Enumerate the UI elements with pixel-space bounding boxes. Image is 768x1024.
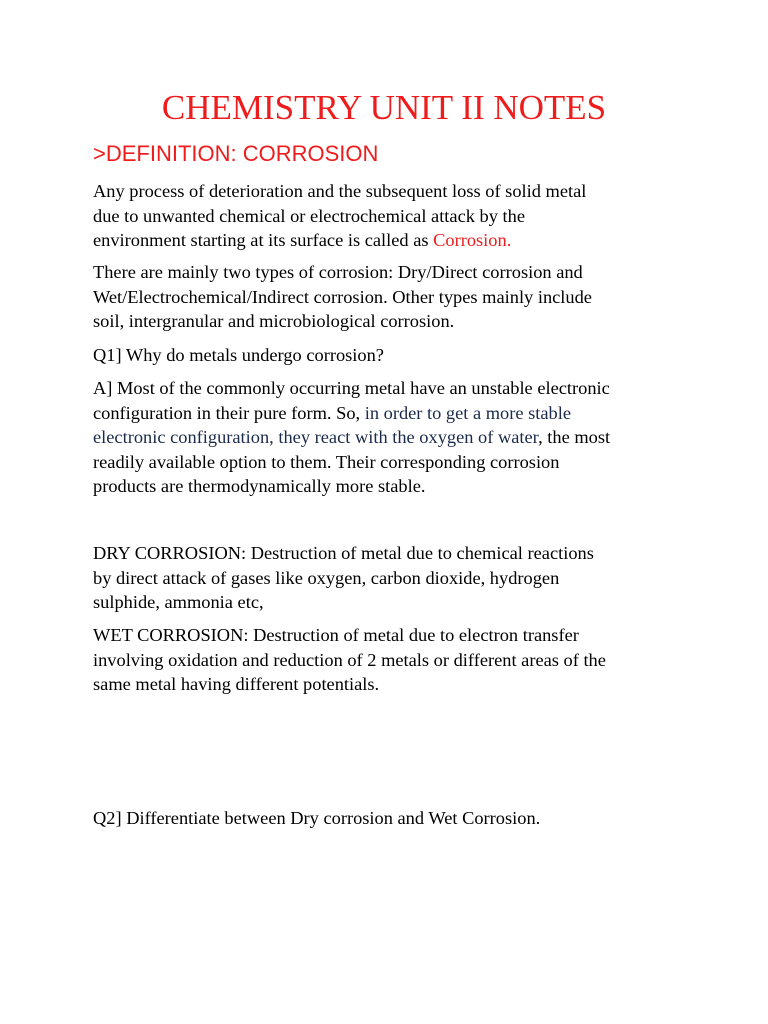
text-line: soil, intergranular and microbiological corrosion. xyxy=(93,311,455,331)
question-1 xyxy=(93,343,693,368)
text-line: Wet/Electrochemical/Indirect corrosion. Other types mainly include xyxy=(93,286,592,307)
text-run: configuration in their pure form. So, xyxy=(93,402,365,423)
question-2 xyxy=(93,806,693,831)
highlighted-text: electronic configuration, they react with the oxygen of water xyxy=(93,427,539,447)
page-title: CHEMISTRY UNIT II NOTES xyxy=(161,88,607,127)
dry-corrosion-paragraph xyxy=(93,541,693,615)
section-heading: >DEFINITION: CORROSION xyxy=(93,141,379,166)
text-line: by direct attack of gases like oxygen, carbon dioxide, hydrogen xyxy=(93,567,560,588)
text-line: There are mainly two types of corrosion: Dry/Direct corrosion and xyxy=(93,262,583,282)
text-line xyxy=(93,401,693,426)
text-run: environment starting at its surface is called as xyxy=(93,230,434,250)
wet-corrosion-paragraph xyxy=(93,623,693,697)
types-paragraph xyxy=(93,260,693,334)
text-line: WET CORROSION: Destruction of metal due to electron transfer xyxy=(93,625,579,645)
text-line: due to unwanted chemical or electrochemical attack by the xyxy=(93,205,525,226)
highlighted-text: in order to get a more stable xyxy=(364,402,572,423)
text-line: products are thermodynamically more stable. xyxy=(93,476,426,496)
text-line: involving oxidation and reduction of 2 metals or different areas of the xyxy=(93,649,606,670)
text-line: DRY CORROSION: Destruction of metal due to chemical reactions xyxy=(93,543,594,563)
text-run: , the most xyxy=(538,427,611,447)
text-line: Q2] Differentiate between Dry corrosion and Wet Corrosion. xyxy=(93,808,541,828)
text-line: readily available option to them. Their corresponding corrosion xyxy=(93,451,560,472)
answer-1 xyxy=(93,376,693,499)
text-line xyxy=(93,228,693,253)
text-line: Q1] Why do metals undergo corrosion? xyxy=(93,345,384,365)
corrosion-term: Corrosion. xyxy=(433,230,512,250)
definition-paragraph xyxy=(93,179,693,253)
text-line: sulphide, ammonia etc, xyxy=(93,592,264,612)
text-line: same metal having different potentials. xyxy=(93,674,380,694)
text-line xyxy=(93,425,693,450)
text-line: A] Most of the commonly occurring metal have an unstable electronic xyxy=(93,378,610,398)
text-line: Any process of deterioration and the subsequent loss of solid metal xyxy=(93,181,587,201)
